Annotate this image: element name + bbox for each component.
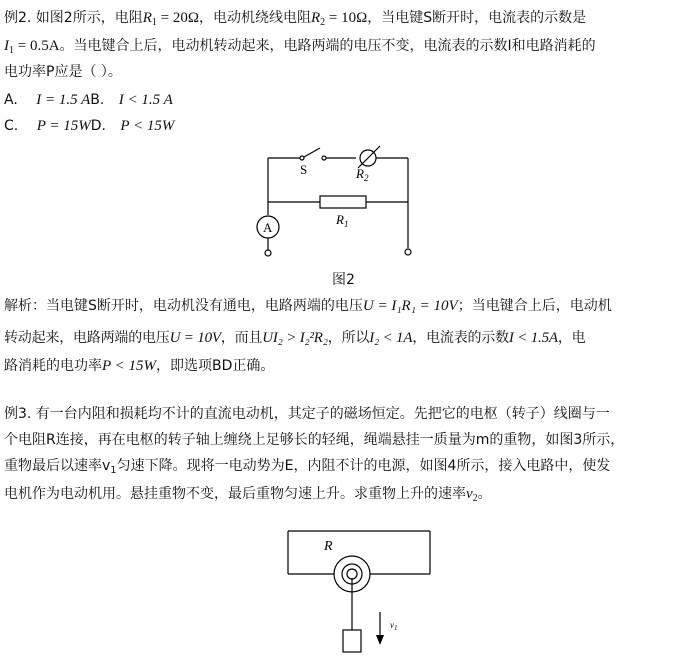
r1-label: $R_1$: [336, 212, 349, 229]
option-b: I < 1.5 A: [118, 92, 173, 108]
r2-symbol: $R_2$: [311, 10, 326, 28]
v2-symbol: $v_2$: [466, 486, 478, 504]
option-d: P < 15W: [120, 118, 175, 134]
analysis-line-2: [4, 328, 585, 348]
option-b-label: B.: [90, 92, 105, 108]
figure-2-circuit: [240, 140, 440, 290]
analysis-eq-4: I₂ < 1A: [369, 330, 413, 346]
analysis-eq-3: UI₂ > I₂²R₂: [262, 330, 328, 346]
ex2-options-cd: [4, 116, 174, 136]
analysis-eq-5: I < 1.5A: [508, 330, 558, 346]
analysis-line-3: [4, 356, 274, 376]
option-a-label: A.: [4, 92, 18, 108]
analysis-text: 路消耗的电功率: [4, 358, 102, 374]
ex3-text: 。: [477, 486, 492, 502]
ex3-text: 重物最后以速率v: [4, 458, 111, 474]
analysis-text: ，电流表的示数: [412, 330, 509, 346]
analysis-eq-1: U = I₁R₁ = 10V: [362, 298, 458, 314]
analysis-line-1: [4, 296, 612, 316]
ex2-text: ，当电键S断开时，电流表的示数是: [367, 10, 587, 26]
r2-label: $R_2$: [356, 166, 369, 183]
option-c-label: C.: [4, 118, 19, 134]
ex3-line-3: [4, 456, 610, 481]
r1-value: = 20Ω: [156, 10, 199, 26]
ex2-text: 例2. 如图2所示，电阻: [4, 10, 143, 26]
ex2-line-1: [4, 8, 586, 33]
ex3-line-4: [4, 484, 492, 509]
velocity-arrow-icon: [376, 635, 384, 645]
r1-symbol: $R_1$: [142, 10, 157, 28]
ex2-text: ，电动机绕线电阻: [199, 10, 311, 26]
velocity-label: $v_1$: [390, 620, 398, 632]
i1-value: = 0.5A: [14, 38, 60, 54]
analysis-text: ，即选项BD正确。: [156, 358, 275, 374]
option-c: P = 15W: [36, 118, 91, 134]
ammeter-label: A: [263, 220, 273, 235]
analysis-eq-2: U = 10V: [169, 330, 221, 346]
r2-value: = 10Ω: [325, 10, 368, 26]
analysis-text: ，所以: [327, 330, 370, 346]
analysis-eq-6: P < 15W: [102, 358, 157, 374]
analysis-text: 解析：当电键S断开时，电动机没有通电，电路两端的电压: [4, 298, 363, 314]
ex2-line-2: [4, 36, 596, 61]
analysis-text: ，而且: [220, 330, 263, 346]
ex2-line-3: 电功率P应是（ ）。: [4, 64, 122, 80]
i1-symbol: $I_1$: [4, 38, 14, 56]
figure-3-diagram: [270, 516, 450, 659]
ex3-line-1: 例3. 有一台内阻和损耗均不计的直流电动机，其定子的磁场恒定。先把它的电枢（转子）线圈与一: [4, 406, 610, 422]
ex3-line-2: 个电阻R连接，再在电枢的转子轴上缠绕上足够长的轻绳，绳端悬挂一质量为m的重物，如图3所示，: [4, 432, 625, 448]
ex3-text: 电机作为电动机用。悬挂重物不变，最后重物匀速上升。求重物上升的速率: [4, 486, 466, 502]
option-d-label: D.: [90, 118, 106, 134]
ex2-text: 。当电键合上后，电动机转动起来，电路两端的电压不变，电流表的示数I和电路消耗的: [59, 38, 596, 54]
analysis-text: ；当电键合上后，电动机: [457, 298, 612, 314]
switch-label: S: [300, 162, 308, 177]
ex3-text: 匀速下降。现将一电动势为E，内阻不计的电源，如图4所示，接入电路中，使发: [116, 458, 611, 474]
v1-subscript: 1: [110, 465, 117, 476]
option-a: I = 1.5 A: [36, 92, 91, 108]
analysis-text: 转动起来，电路两端的电压: [4, 330, 170, 346]
resistor-r-label: R: [324, 539, 333, 554]
analysis-text: ，电: [557, 330, 586, 346]
ex2-options-ab: [4, 90, 173, 110]
figure-2-caption: 图2: [332, 272, 355, 288]
